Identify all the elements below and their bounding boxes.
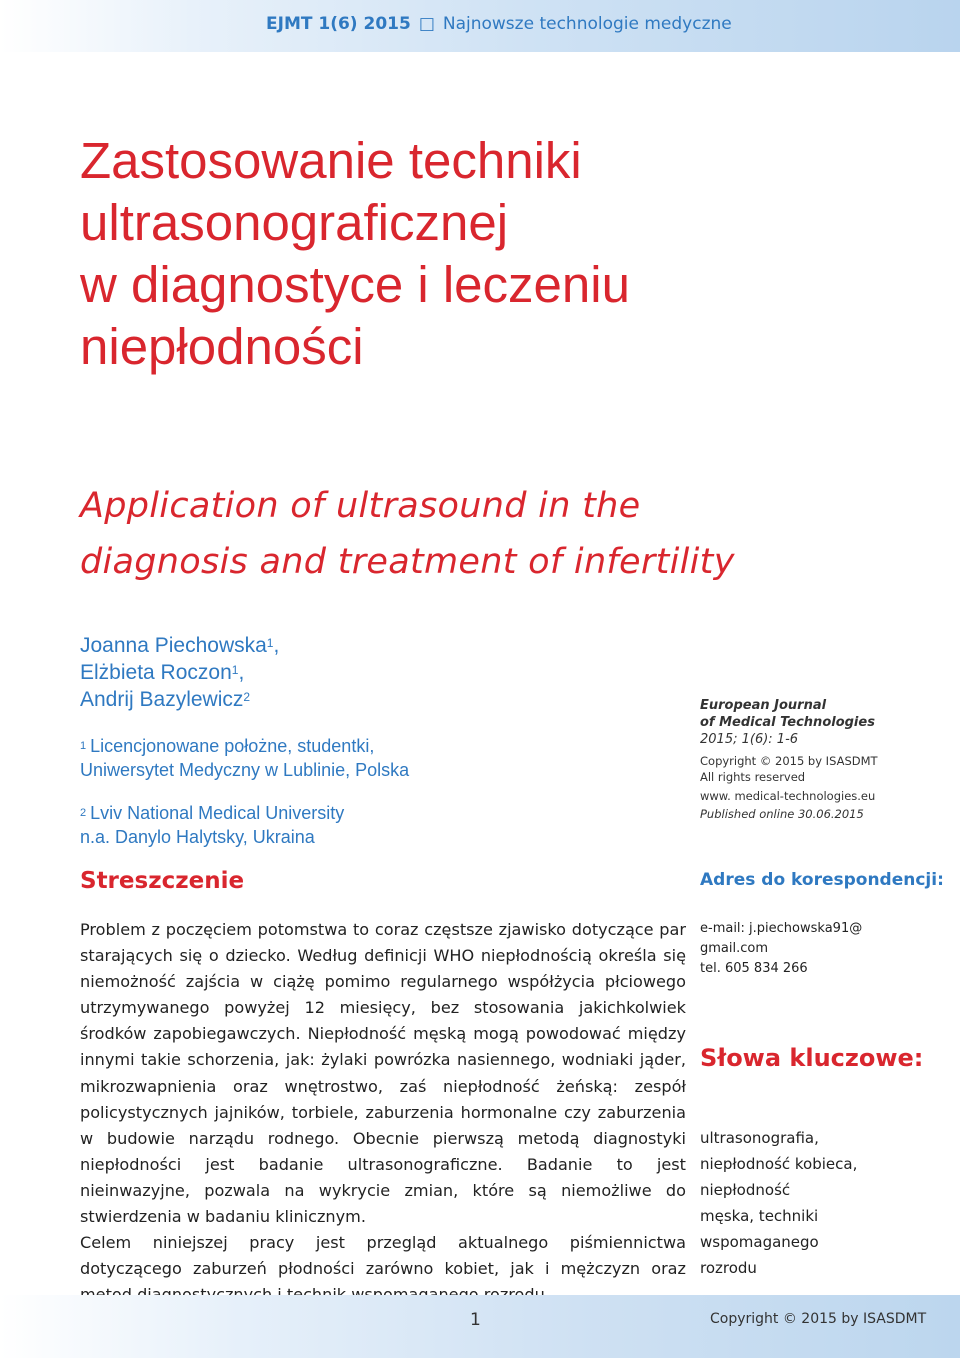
author-list — [80, 632, 640, 713]
title-polish-line: Zastosowanie techniki — [80, 132, 582, 189]
affiliation-line — [80, 734, 640, 758]
keywords-list — [700, 1125, 950, 1281]
correspondence-phone: tel. 605 834 266 — [700, 961, 808, 976]
square-bullet-icon: □ — [418, 14, 435, 34]
author-affiliation-mark: 1 — [231, 663, 239, 677]
keyword: niepłodność — [700, 1181, 791, 1199]
affiliation-line — [80, 801, 640, 825]
author-name: Andrij Bazylewicz — [80, 688, 244, 711]
abstract-paragraph: Problem z poczęciem potomstwa to coraz częstsze zjawisko dotyczące par starających się o dziecko. Według definicji WHO niepłodnością określa się niemożność zajścia w ciążę pomimo regularnego współżycia płciowego utrzymywanego powyżej 12 miesięcy, bez stosowania jakichkolwiek środków zapobiegawczych. Niepłodność męską mogą powodować między innymi takie schorzenia, jak: żylaki powrózka nasiennego, wodniaki jąder, mikrozwapnienia oraz wnętrostwo, zaś niepłodność żeńską: zespół policystycznych jajników, torbiele, zaburzenia hormonalne czy zaburzenia w budowie narządu rodnego. Obecnie pierwszą metodą diagnostyki niepłodności jest badanie ultrasonograficzne. Badanie to jest nieinwazyjne, pozwala na wykrycie zmian, które są niemożliwe do stwierdzenia w badaniu klinicznym. — [80, 920, 686, 1227]
title-english-line: Application of ultrasound in the — [80, 486, 641, 526]
author — [80, 686, 640, 713]
section-topic: Najnowsze technologie medyczne — [442, 14, 732, 34]
journal-website: www. medical-technologies.eu — [700, 789, 876, 803]
abstract-body — [80, 917, 686, 1308]
author-affiliation-mark: 2 — [243, 690, 251, 704]
keyword: rozrodu — [700, 1259, 757, 1277]
affiliation-number: 1 — [80, 740, 87, 752]
affiliation — [80, 734, 640, 782]
author — [80, 632, 640, 659]
author-separator: , — [238, 661, 245, 684]
affiliation-text: Lviv National Medical University — [90, 803, 345, 823]
title-polish-line: niepłodności — [80, 318, 364, 375]
abstract-paragraph: Celem niniejszej pracy jest przegląd aktualnego piśmiennictwa dotyczącego zaburzeń płodności zarówno kobiet, jak i mężczyzn oraz — [80, 1233, 686, 1279]
journal-abbrev: EJMT 1(6) 2015 — [266, 14, 411, 34]
title-polish-line: w diagnostyce i leczeniu — [80, 256, 630, 313]
author-affiliation-mark: 1 — [266, 636, 274, 650]
affiliation-number: 2 — [80, 807, 87, 819]
page-number: 1 — [470, 1310, 481, 1330]
correspondence-email: gmail.com — [700, 941, 769, 956]
journal-rights: All rights reserved — [700, 770, 806, 784]
author-name: Elżbieta Roczon — [80, 661, 232, 684]
affiliation — [80, 801, 640, 849]
abstract-heading: Streszczenie — [80, 868, 245, 894]
footer-copyright: Copyright © 2015 by ISASDMT — [710, 1311, 927, 1327]
correspondence-heading: Adres do korespondencji: — [700, 870, 944, 890]
keyword: niepłodność kobieca, — [700, 1155, 858, 1173]
keyword: męska, techniki — [700, 1207, 819, 1225]
keywords-heading: Słowa kluczowe: — [700, 1044, 924, 1072]
correspondence-details — [700, 919, 950, 979]
journal-published-date: Published online 30.06.2015 — [700, 807, 864, 821]
title-english — [80, 478, 860, 590]
journal-info — [700, 697, 940, 822]
journal-name: European Journal — [700, 698, 827, 713]
affiliation-text: Licencjonowane położne, studentki, — [90, 736, 375, 756]
journal-name: of Medical Technologies — [700, 715, 875, 730]
affiliation-text: Uniwersytet Medyczny w Lublinie, Polska — [80, 760, 410, 780]
affiliation-text: n.a. Danylo Halytsky, Ukraina — [80, 827, 315, 847]
author — [80, 659, 640, 686]
journal-volume: 2015; 1(6): 1-6 — [700, 732, 799, 747]
keyword: ultrasonografia, — [700, 1129, 819, 1147]
author-separator: , — [273, 634, 280, 657]
title-polish — [80, 130, 840, 378]
title-english-line: diagnosis and treatment of infertility — [80, 542, 735, 582]
journal-copyright: Copyright © 2015 by ISASDMT — [700, 754, 878, 768]
title-polish-line: ultrasonograficznej — [80, 194, 509, 251]
author-name: Joanna Piechowska — [80, 634, 267, 657]
correspondence-email: e-mail: j.piechowska91@ — [700, 921, 863, 936]
running-header — [266, 14, 732, 34]
keyword: wspomaganego — [700, 1233, 819, 1251]
